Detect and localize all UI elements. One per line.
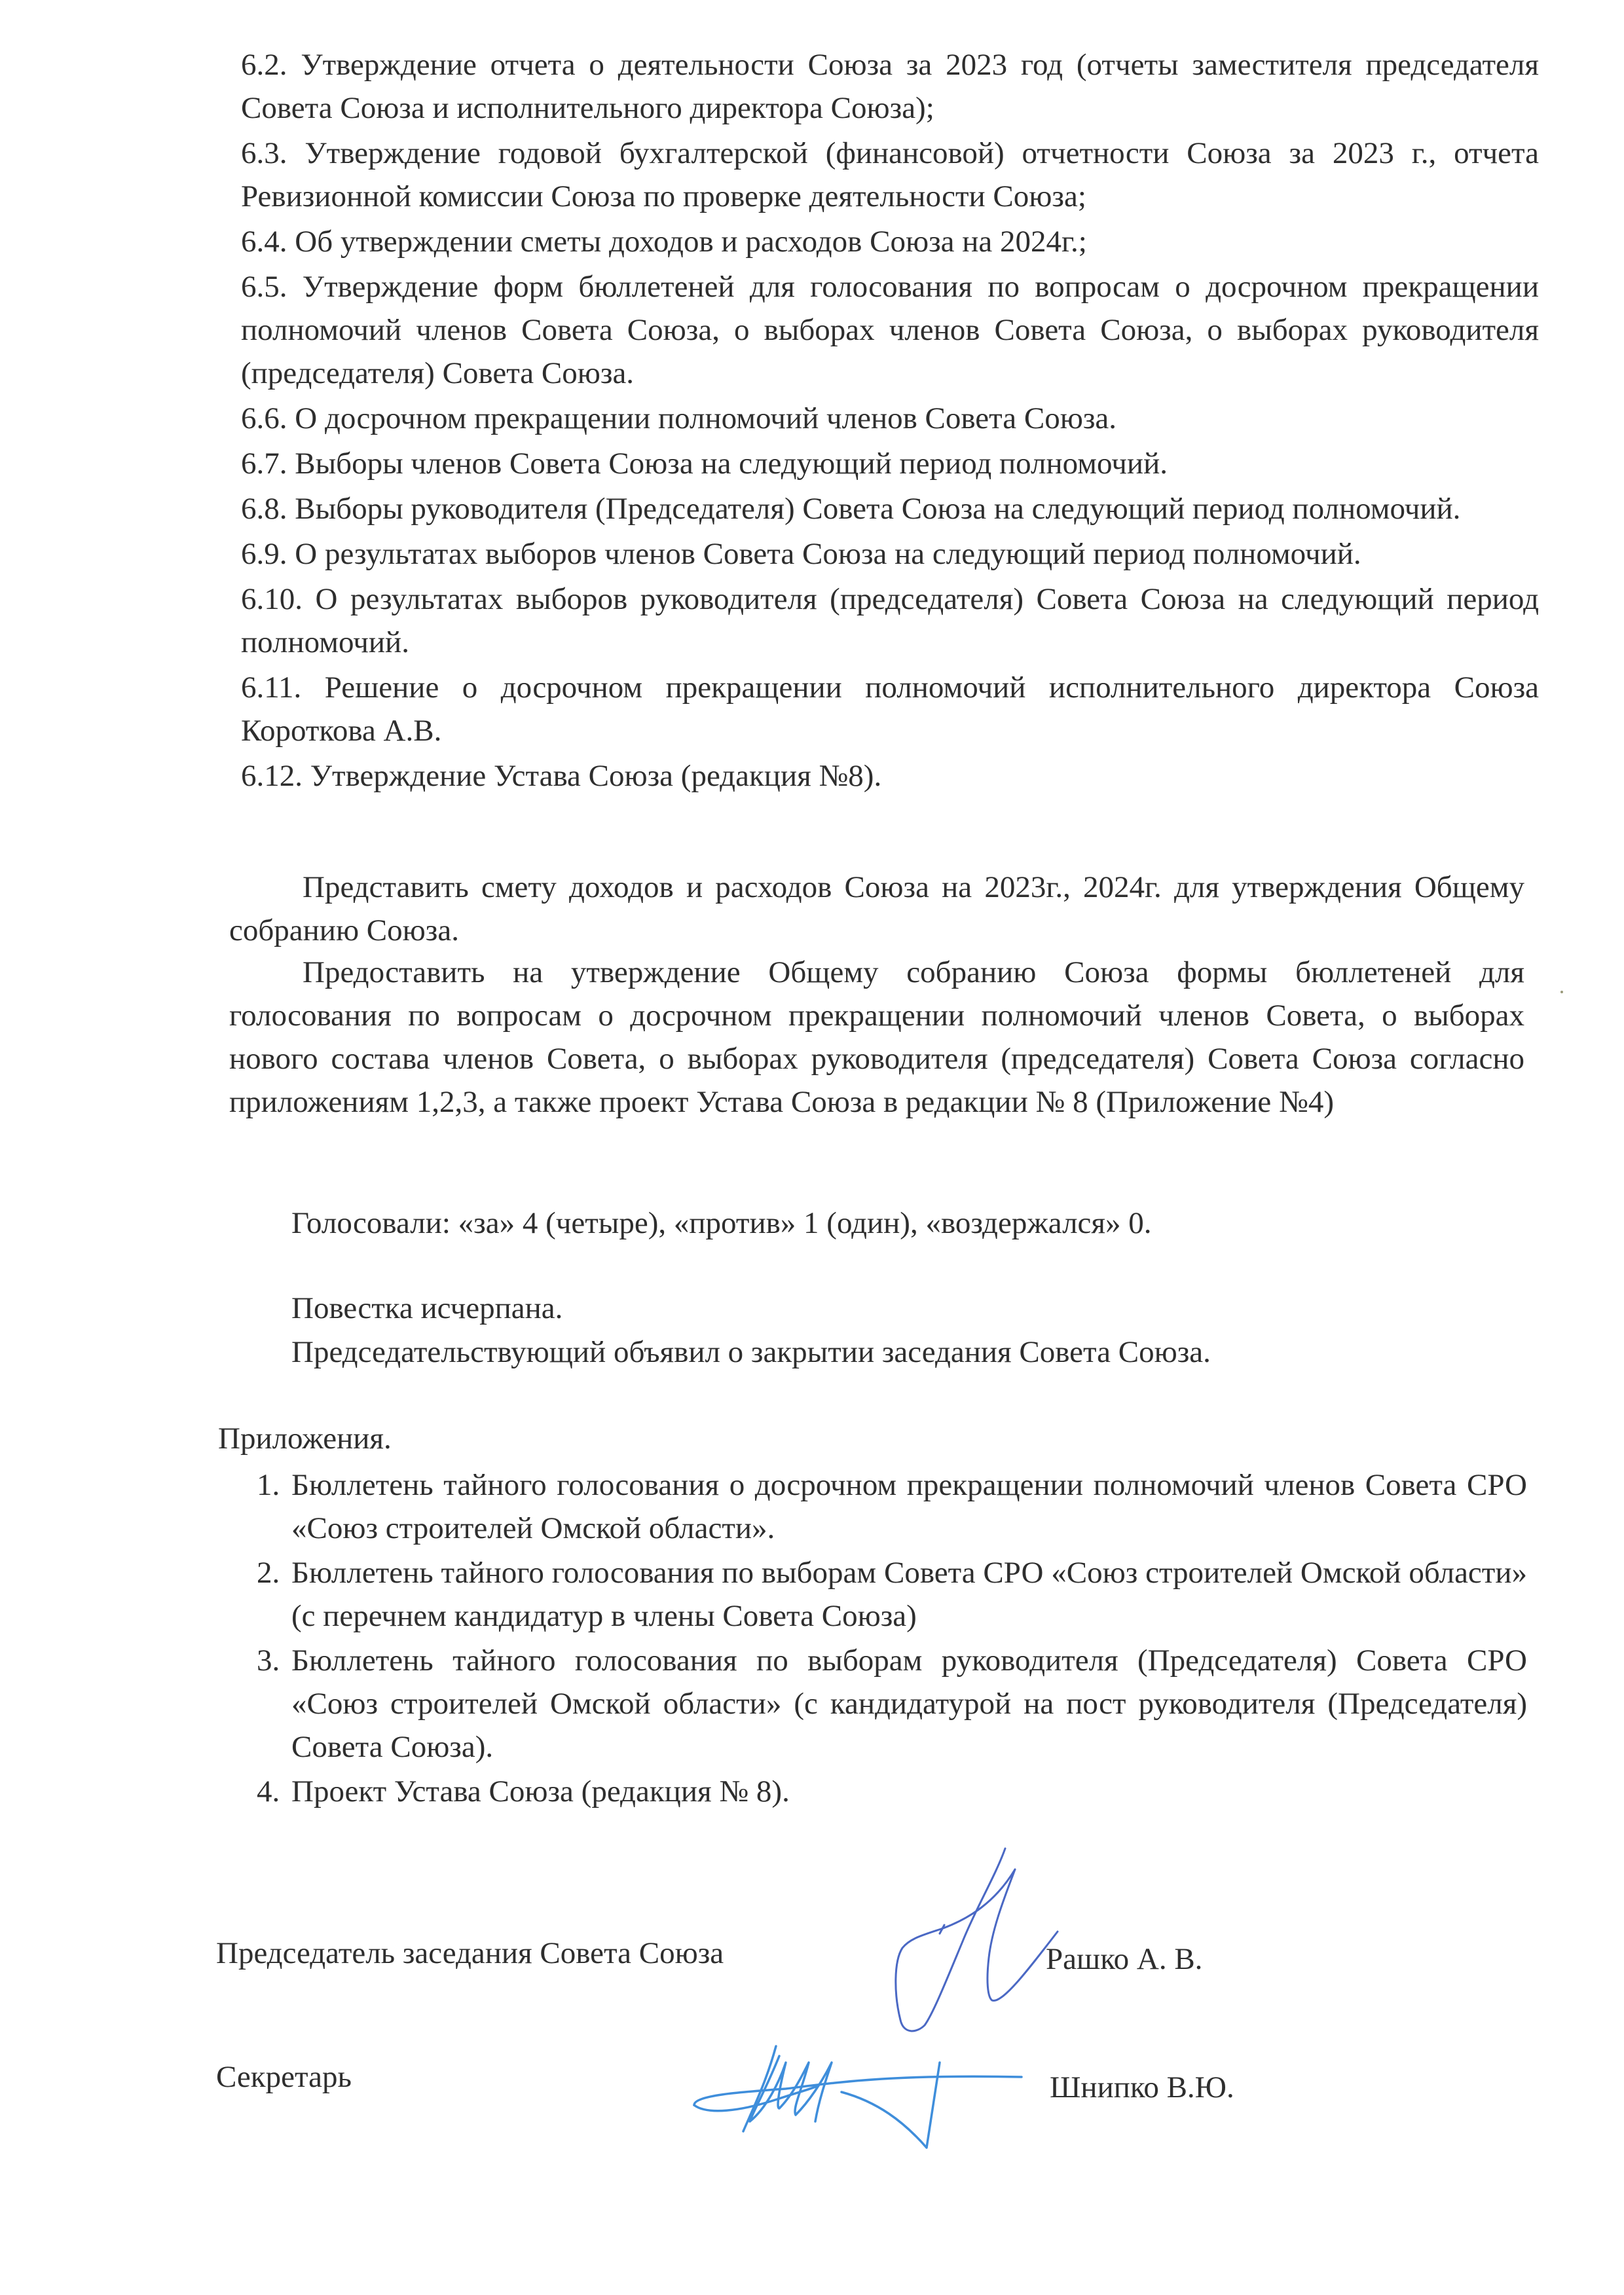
agenda-item-6-8: 6.8. Выборы руководителя (Председателя) Совета Союза на следующий период полномочий. [241, 492, 1461, 526]
chairman-name: Рашко А. В. [1046, 1942, 1203, 1976]
secretary-signature-strokes [694, 2046, 1022, 2148]
chairman-signature-strokes [896, 1848, 1058, 2031]
appendices-list [257, 1463, 1527, 1814]
appendix-text: Бюллетень тайного голосования по выборам Совета СРО «Союз строителей Омской области» (с перечнем кандидатур в члены Совета Союза) [291, 1556, 1527, 1633]
agenda-item-6-12: 6.12. Утверждение Устава Союза (редакция №8). [241, 759, 882, 793]
agenda-item-6-7: 6.7. Выборы членов Совета Союза на следующий период полномочий. [241, 447, 1168, 481]
appendix-text: Бюллетень тайного голосования по выборам руководителя (Председателя) Совета СРО «Союз строителей Омской области» (с кандидатурой на пост руководителя (Председателя) Совета Союза). [291, 1643, 1527, 1764]
appendix-text: Проект Устава Союза (редакция № 8). [291, 1774, 790, 1808]
secretary-name: Шнипко В.Ю. [1050, 2070, 1234, 2104]
agenda-item-6-6: 6.6. О досрочном прекращении полномочий членов Совета Союза. [241, 401, 1117, 435]
secretary-signature [681, 2017, 1022, 2167]
appendix-number: 2. [257, 1556, 280, 1590]
vote-result: Голосовали: «за» 4 (четыре), «против» 1 (один), «воздержался» 0. [291, 1206, 1152, 1240]
appendix-item [257, 1551, 1527, 1638]
appendix-number: 4. [257, 1774, 280, 1808]
meeting-closed-note: Председательствующий объявил о закрытии заседания Совета Союза. [291, 1335, 1211, 1369]
appendix-item [257, 1639, 1527, 1769]
appendix-item [257, 1463, 1527, 1550]
scan-speck [1560, 991, 1563, 993]
agenda-list [241, 43, 1539, 799]
appendix-text: Бюллетень тайного голосования о досрочном прекращении полномочий членов Совета СРО «Союз строителей Омской области». [291, 1468, 1527, 1545]
agenda-item-6-5: 6.5. Утверждение форм бюллетеней для голосования по вопросам о досрочном прекращении полномочий членов Совета Союза, о выборах членов Совета Союза, о выборах руководителя (председателя) Совета Союза. [241, 270, 1539, 390]
resolution-paragraph-budget: Представить смету доходов и расходов Союза на 2023г., 2024г. для утверждения Общему собранию Союза. [229, 870, 1524, 947]
secretary-role-label: Секретарь [216, 2060, 352, 2094]
agenda-item-6-4: 6.4. Об утверждении сметы доходов и расходов Союза на 2024г.; [241, 225, 1087, 259]
appendices-heading: Приложения. [218, 1422, 392, 1456]
agenda-item-6-3: 6.3. Утверждение годовой бухгалтерской (финансовой) отчетности Союза за 2023 г., отчета Ревизионной комиссии Союза по проверке деятельности Союза; [241, 136, 1539, 213]
secretary-signature-icon [681, 2017, 1022, 2167]
agenda-item-6-10: 6.10. О результатах выборов руководителя (председателя) Совета Союза на следующий период полномочий. [241, 582, 1539, 659]
appendix-number: 3. [257, 1643, 280, 1678]
chairman-role-label: Председатель заседания Совета Союза [216, 1936, 724, 1970]
appendix-item [257, 1770, 1527, 1813]
agenda-exhausted-note: Повестка исчерпана. [291, 1291, 563, 1325]
agenda-item-6-9: 6.9. О результатах выборов членов Совета Союза на следующий период полномочий. [241, 537, 1361, 571]
agenda-item-6-2: 6.2. Утверждение отчета о деятельности Союза за 2023 год (отчеты заместителя председателя Совета Союза и исполнительного директора Союза); [241, 48, 1539, 125]
agenda-item-6-11: 6.11. Решение о досрочном прекращении полномочий исполнительного директора Союза Короткова А.В. [241, 670, 1539, 748]
resolution-paragraph-ballots: Предоставить на утверждение Общему собранию Союза формы бюллетеней для голосования по вопросам о досрочном прекращении полномочий членов Совета, о выборах нового состава членов Совета, о выборах руководителя (председателя) Совета Союза согласно приложениям 1,2,3, а также проект Устава Союза в редакции № 8 (Приложение №4) [229, 955, 1524, 1119]
chairman-signature-icon [871, 1843, 1061, 2040]
appendix-number: 1. [257, 1468, 280, 1502]
chairman-signature [871, 1843, 1061, 2040]
